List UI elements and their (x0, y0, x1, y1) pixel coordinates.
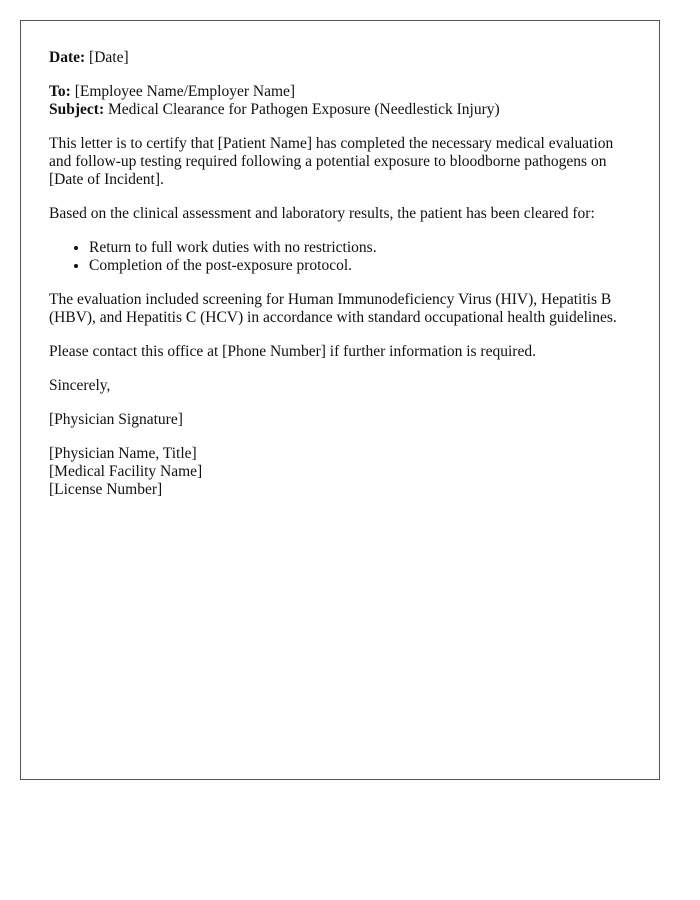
to-line (49, 83, 631, 101)
closing: Sincerely, (49, 377, 111, 394)
list-item: • Completion of the post-exposure protocol. (89, 257, 631, 275)
signature-placeholder: [Physician Signature] (49, 411, 183, 428)
body-paragraph-2: Based on the clinical assessment and laboratory results, the patient has been cleared for: (49, 205, 595, 222)
subject-line (49, 101, 631, 119)
date-value: [Date] (85, 49, 129, 66)
to-label: To: (49, 83, 71, 100)
letter-page (20, 20, 660, 780)
list-item: • Return to full work duties with no restrictions. (89, 239, 631, 257)
sender-name-title: [Physician Name, Title] (49, 445, 197, 462)
clearance-list (49, 239, 631, 275)
subject-value: Medical Clearance for Pathogen Exposure (Needlestick Injury) (104, 101, 500, 118)
body-paragraph-3: The evaluation included screening for Human Immunodeficiency Virus (HIV), Hepatitis B (HBV), and Hepatitis C (HCV) in accordance with standard occupational health guidelines. (49, 291, 617, 326)
body-paragraph-4: Please contact this office at [Phone Number] if further information is required. (49, 343, 536, 360)
date-line (49, 49, 631, 67)
sender-block (49, 445, 631, 499)
to-value: [Employee Name/Employer Name] (70, 83, 296, 100)
sender-facility: [Medical Facility Name] (49, 463, 203, 480)
subject-label: Subject: (49, 101, 105, 118)
sender-license: [License Number] (49, 481, 163, 498)
date-label: Date: (49, 49, 86, 66)
header-block (49, 83, 631, 119)
body-paragraph-1: This letter is to certify that [Patient Name] has completed the necessary medical evaluation and follow-up testing required following a potential exposure to bloodborne pathogens on [Date of Incident]. (49, 135, 614, 188)
